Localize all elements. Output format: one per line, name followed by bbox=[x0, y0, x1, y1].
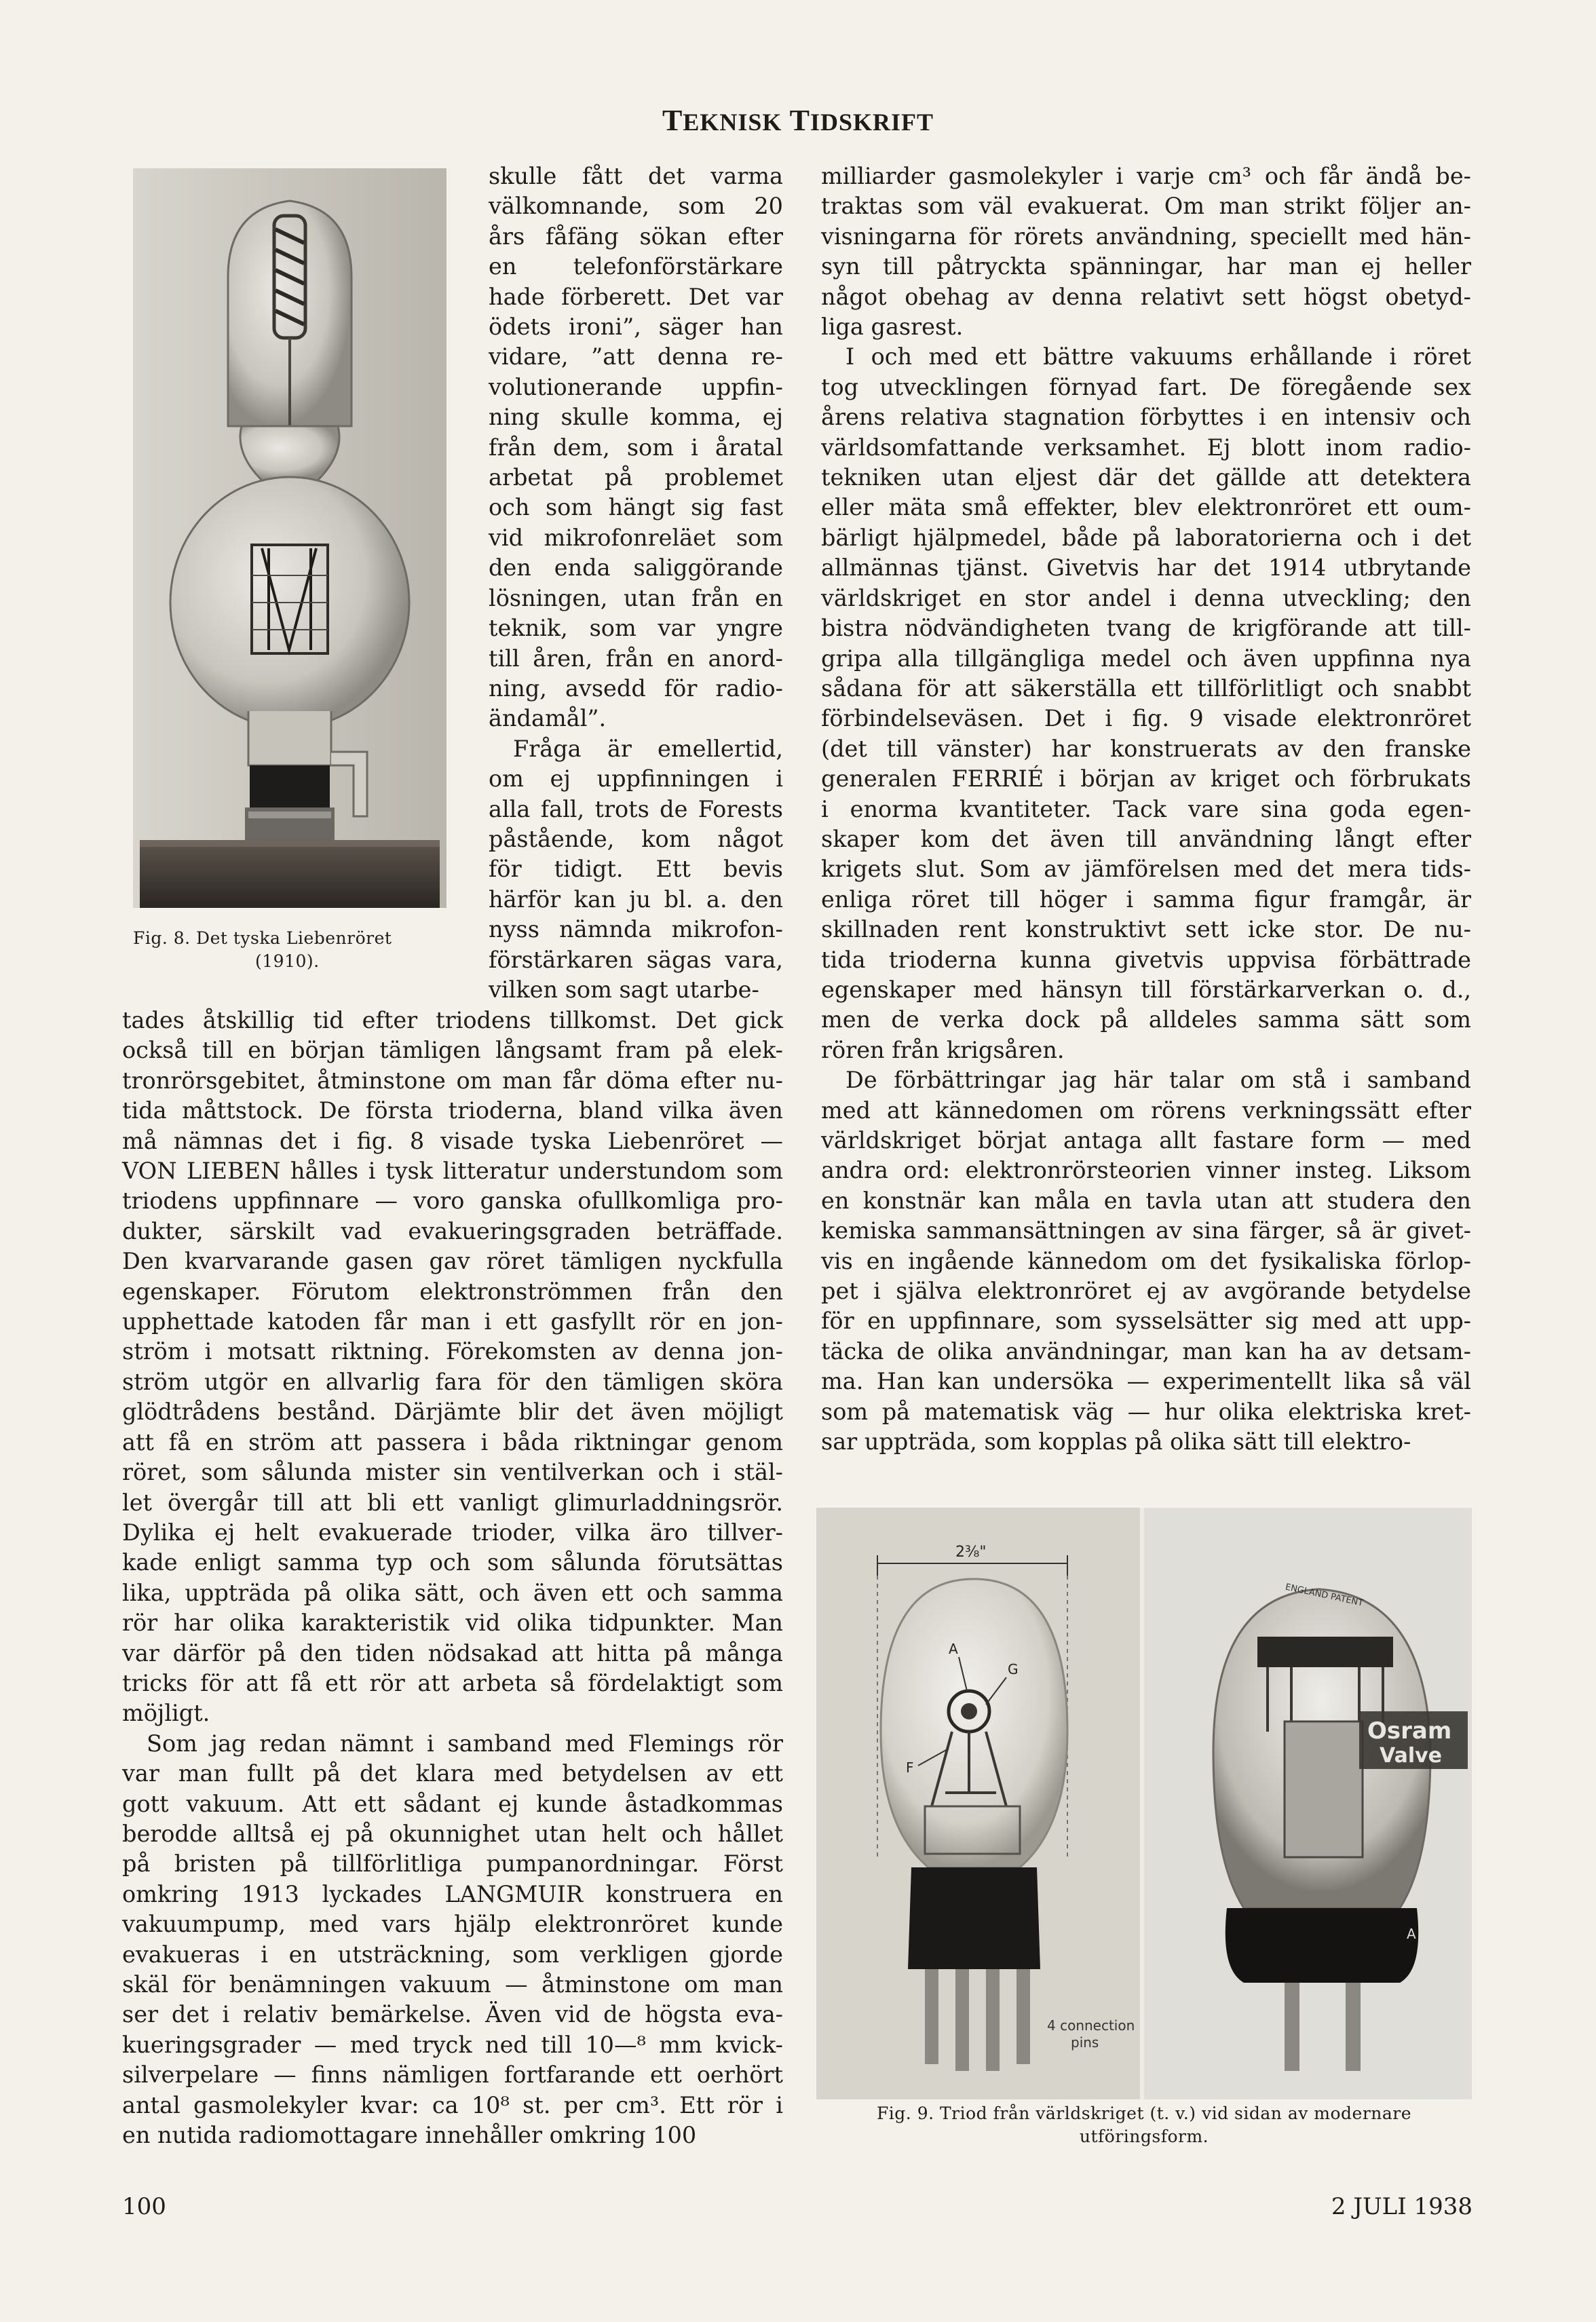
text-line: påstående, kom något bbox=[489, 825, 783, 852]
text-line: tekniken utan eljest där det gällde att detektera bbox=[821, 464, 1471, 491]
text-line: ser det i relativ bemärkelse. Även vid de högsta eva- bbox=[122, 2001, 783, 2028]
text-line: må nämnas det i fig. 8 visade tyska Liebenröret — bbox=[122, 1127, 783, 1154]
text-line: och som hängt sig fast bbox=[489, 494, 783, 521]
header-initial-1: T bbox=[662, 104, 683, 137]
text-line: världsomfattande verksamhet. Ej blott inom radio- bbox=[821, 434, 1471, 461]
text-line: för en uppfinnare, som sysselsätter sig med att upp- bbox=[821, 1308, 1471, 1335]
text-line: på bristen på tillförlitliga pumpanordningar. Först bbox=[122, 1850, 783, 1878]
header-word-2: IDSKRIFT bbox=[810, 109, 934, 136]
text-line: silverpelare — finns nämligen fortfarande ett oerhört bbox=[122, 2061, 783, 2089]
osram-text-line-1: Osram bbox=[1367, 1717, 1452, 1745]
text-line: volutionerande uppfin- bbox=[489, 373, 783, 400]
text-line: gott vakuum. Att ett sådant ej kunde åstadkommas bbox=[122, 1790, 783, 1817]
text-line: tog utvecklingen förnyad fart. De föregående sex bbox=[821, 373, 1471, 400]
figure-9-caption-line-1: Fig. 9. Triod från världskriget (t. v.) vid sidan av modernare bbox=[876, 2104, 1412, 2123]
text-line: tronrörsgebitet, åtminstone om man får döma efter nu- bbox=[122, 1067, 783, 1094]
triode-comparison-illustration bbox=[816, 1508, 1472, 2099]
text-line: berodde alltså ej på okunnighet utan helt och hållet bbox=[122, 1820, 783, 1847]
column-1-narrow-text bbox=[489, 161, 783, 1005]
label-g: G bbox=[1008, 1661, 1019, 1677]
text-line: något obehag av denna relativt sett högst obetyd- bbox=[821, 283, 1471, 310]
text-line: att få en ström att passera i båda riktningar genom bbox=[122, 1428, 783, 1455]
text-line: rören från krigsåren. bbox=[821, 1036, 1065, 1063]
text-line: härför kan ju bl. a. den bbox=[489, 886, 783, 913]
text-line: egenskaper med hänsyn till förstärkarverkan o. d., bbox=[821, 976, 1471, 1003]
text-line: var därför på den tiden nödsakad att hitta på många bbox=[122, 1639, 783, 1667]
text-line: De förbättringar jag här talar om stå i samband bbox=[846, 1067, 1471, 1094]
text-line: (det till vänster) har konstruerats av den franske bbox=[821, 735, 1471, 762]
journal-header bbox=[0, 103, 1596, 138]
text-line: egenskaper. Förutom elektronströmmen från den bbox=[122, 1278, 783, 1305]
text-line: till åren, från en anord- bbox=[489, 645, 783, 672]
text-line: vakuumpump, med vars hjälp elektronröret kunde bbox=[122, 1911, 783, 1938]
text-line: omkring 1913 lyckades LANGMUIR konstruera en bbox=[122, 1880, 783, 1907]
text-line: kueringsgrader — med tryck ned till 10—⁸ mm kvick- bbox=[122, 2031, 783, 2058]
figure-8-caption bbox=[133, 927, 459, 973]
text-line: men de verka dock på alldeles samma sätt som bbox=[821, 1006, 1471, 1033]
text-line: dukter, särskilt vad evakueringsgraden beträffade. bbox=[122, 1217, 783, 1244]
text-line: hade förberett. Det var bbox=[489, 283, 783, 310]
text-line: tida trioderna kunna givetvis uppvisa förbättrade bbox=[821, 946, 1471, 973]
text-line: eller mäta små effekter, blev elektronröret ett oum- bbox=[821, 494, 1471, 521]
text-line: täcka de olika användningar, man kan ha av detsam- bbox=[821, 1337, 1471, 1365]
text-line: sar uppträda, som kopplas på olika sätt till elektro- bbox=[821, 1428, 1411, 1455]
text-line: glödtrådens bestånd. Därjämte blir det även möjligt bbox=[122, 1398, 783, 1426]
text-line: andra ord: elektronrörsteorien vinner insteg. Liksom bbox=[821, 1157, 1471, 1184]
text-line: tades åtskillig tid efter triodens tillkomst. Det gick bbox=[122, 1007, 783, 1033]
text-line: liga gasrest. bbox=[821, 313, 964, 341]
text-line: lösningen, utan från en bbox=[489, 584, 783, 611]
text-line: lika, uppträda på olika sätt, och även ett och samma bbox=[122, 1579, 783, 1606]
issue-date: 2 JULI 1938 bbox=[1331, 2193, 1472, 2220]
text-line: skulle fått det varma bbox=[489, 163, 783, 189]
text-line: bistra nödvändigheten tvang de krigförande att till- bbox=[821, 615, 1471, 642]
text-line: alla fall, trots de Forests bbox=[489, 795, 783, 822]
text-line: ning, avsedd för radio- bbox=[489, 674, 783, 702]
text-line: årens relativa stagnation förbyttes i en intensiv och bbox=[821, 404, 1471, 431]
text-line: en telefonförstärkare bbox=[489, 253, 783, 280]
pins-label-line-1: 4 connection bbox=[1047, 2017, 1135, 2034]
text-line: traktas som väl evakuerat. Om man strikt följer an- bbox=[821, 193, 1471, 220]
text-line: möjligt. bbox=[122, 1700, 210, 1727]
text-line: ning skulle komma, ej bbox=[489, 404, 783, 431]
text-line: med att kännedomen om rörens verkningssätt efter bbox=[821, 1097, 1471, 1124]
text-line: antal gasmolekyler kvar: ca 10⁸ st. per cm³. Ett rör i bbox=[122, 2091, 783, 2118]
column-1-wide-text bbox=[122, 1006, 783, 2150]
text-line: rör har olika karakteristik vid olika tidpunkter. Man bbox=[122, 1610, 783, 1637]
text-line: röret, som sålunda mister sin ventilverkan och i stäl- bbox=[122, 1459, 783, 1486]
figure-8-photo bbox=[133, 168, 446, 908]
text-line: bärligt hjälpmedel, både på laboratorierna och i det bbox=[821, 524, 1471, 551]
text-line: för tidigt. Ett bevis bbox=[489, 856, 783, 883]
text-line: skäl för benämningen vakuum — åtminstone om man bbox=[122, 1971, 783, 1998]
text-line: upphettade katoden får man i ett gasfyllt rör en jon- bbox=[122, 1308, 783, 1335]
text-line: tricks för att få ett rör att arbeta så fördelaktigt som bbox=[122, 1669, 783, 1696]
text-line: förstärkaren sägas vara, bbox=[489, 946, 783, 973]
text-line: förbindelseväsen. Det i fig. 9 visade elektronröret bbox=[821, 705, 1471, 732]
text-line: generalen FERRIÉ i början av kriget och förbrukats bbox=[821, 765, 1471, 793]
text-line: vis en ingående kännedom om det fysikaliska förlop- bbox=[821, 1247, 1471, 1274]
text-line: var man fullt på det klara med betydelsen av ett bbox=[122, 1760, 783, 1787]
figure-9-photo bbox=[816, 1508, 1472, 2099]
text-line: världskriget en stor andel i denna utveckling; den bbox=[821, 584, 1471, 611]
figure-8-caption-line-1: Fig. 8. Det tyska Liebenröret bbox=[133, 928, 392, 948]
text-line: tida måttstock. De första trioderna, bland vilka även bbox=[122, 1097, 783, 1124]
lieben-tube-illustration bbox=[133, 168, 446, 908]
text-line: arbetat på problemet bbox=[489, 464, 783, 491]
text-line: ändamål”. bbox=[489, 705, 607, 732]
text-line: VON LIEBEN hålles i tysk litteratur understundom som bbox=[122, 1158, 783, 1185]
label-f: F bbox=[906, 1759, 914, 1776]
text-line: en nutida radiomottagare innehåller omkring 100 bbox=[122, 2122, 697, 2149]
label-a: A bbox=[949, 1641, 958, 1657]
figure-9-caption-line-2: utföringsform. bbox=[1079, 2127, 1209, 2146]
text-line: allmännas tjänst. Givetvis har det 1914 utbrytande bbox=[821, 554, 1471, 582]
text-line: skaper kom det även till användning långt efter bbox=[821, 825, 1471, 852]
text-line: sådana för att säkerställa ett tillförlitligt och snabbt bbox=[821, 674, 1471, 702]
text-line: Dylika ej helt evakuerade trioder, vilka äro tillver- bbox=[122, 1519, 783, 1546]
text-line: vilken som sagt utarbe- bbox=[489, 976, 759, 1003]
text-line: Den kvarvarande gasen gav röret tämligen nyckfulla bbox=[122, 1248, 783, 1275]
text-line: kade enligt samma typ och som sålunda förutsättas bbox=[122, 1549, 783, 1576]
text-line: pet i själva elektronröret ej av avgörande betydelse bbox=[821, 1278, 1471, 1305]
figure-8-caption-line-2: (1910). bbox=[255, 951, 320, 971]
text-line: ström i motsatt riktning. Förekomsten av denna jon- bbox=[122, 1338, 783, 1365]
page-number: 100 bbox=[122, 2193, 166, 2220]
text-line: enliga röret till höger i samma figur framgår, är bbox=[821, 886, 1471, 913]
pins-label-line-2: pins bbox=[1071, 2034, 1099, 2051]
text-line: som på matematisk väg — hur olika elektriska kret- bbox=[821, 1398, 1471, 1425]
text-line: välkomnande, som 20 bbox=[489, 193, 783, 220]
column-2-text bbox=[821, 161, 1471, 1457]
text-line: en konstnär kan måla en tavla utan att studera den bbox=[821, 1187, 1471, 1214]
osram-text-line-2: Valve bbox=[1380, 1744, 1443, 1768]
text-line: Som jag redan nämnt i samband med Flemings rör bbox=[147, 1730, 783, 1757]
text-line: världskriget börjat antaga allt fastare form — med bbox=[821, 1127, 1471, 1154]
header-initial-2: T bbox=[789, 104, 810, 137]
text-line: visningarna för rörets användning, speciellt med hän- bbox=[821, 223, 1471, 250]
text-line: let övergår till att bli ett vanligt glimurladdningsrör. bbox=[122, 1489, 783, 1516]
text-line: krigets slut. Som av jämförelsen med det mera tids- bbox=[821, 856, 1471, 883]
text-line: ma. Han kan undersöka — experimentellt lika så väl bbox=[821, 1368, 1471, 1395]
text-line: nyss nämnda mikrofon- bbox=[489, 916, 783, 943]
text-line: teknik, som var yngre bbox=[489, 615, 783, 642]
text-line: från dem, som i åratal bbox=[489, 434, 783, 461]
text-line: års fåfäng sökan efter bbox=[489, 223, 783, 250]
figure-9-caption bbox=[816, 2102, 1472, 2148]
text-line: den enda saliggörande bbox=[489, 554, 783, 582]
text-line: Fråga är emellertid, bbox=[513, 735, 783, 762]
text-line: triodens uppfinnare — voro ganska ofullkomliga pro- bbox=[122, 1187, 783, 1215]
text-line: kemiska sammansättningen av sina färger, så är givet- bbox=[821, 1217, 1471, 1244]
text-line: i enorma kvantiteter. Tack vare sina goda egen- bbox=[821, 795, 1471, 822]
text-line: om ej uppfinningen i bbox=[489, 765, 783, 793]
dimension-label: 2⅜" bbox=[955, 1544, 987, 1561]
patent-label: ENGLAND PATENT bbox=[1284, 1582, 1365, 1609]
label-a-right: A bbox=[1407, 1926, 1416, 1942]
text-line: vidare, ”att denna re- bbox=[489, 343, 783, 370]
text-line: I och med ett bättre vakuums erhållande i röret bbox=[846, 343, 1471, 370]
text-line: ödets ironi”, säger han bbox=[489, 313, 783, 341]
text-line: milliarder gasmolekyler i varje cm³ och får ändå be- bbox=[821, 163, 1471, 189]
header-word-1: EKNISK bbox=[683, 109, 782, 136]
text-line: gripa alla tillgängliga medel och även uppfinna nya bbox=[821, 645, 1471, 672]
text-line: vid mikrofonreläet som bbox=[489, 524, 783, 551]
text-line: skillnaden rent konstruktivt sett icke stor. De nu- bbox=[821, 916, 1471, 943]
text-line: också till en början tämligen långsamt fram på elek- bbox=[122, 1037, 783, 1064]
text-line: syn till påtryckta spänningar, har man ej heller bbox=[821, 253, 1471, 280]
text-line: evakueras i en utsträckning, som verkligen gjorde bbox=[122, 1941, 783, 1968]
text-line: ström utgör en allvarlig fara för den tämligen sköra bbox=[122, 1368, 783, 1395]
